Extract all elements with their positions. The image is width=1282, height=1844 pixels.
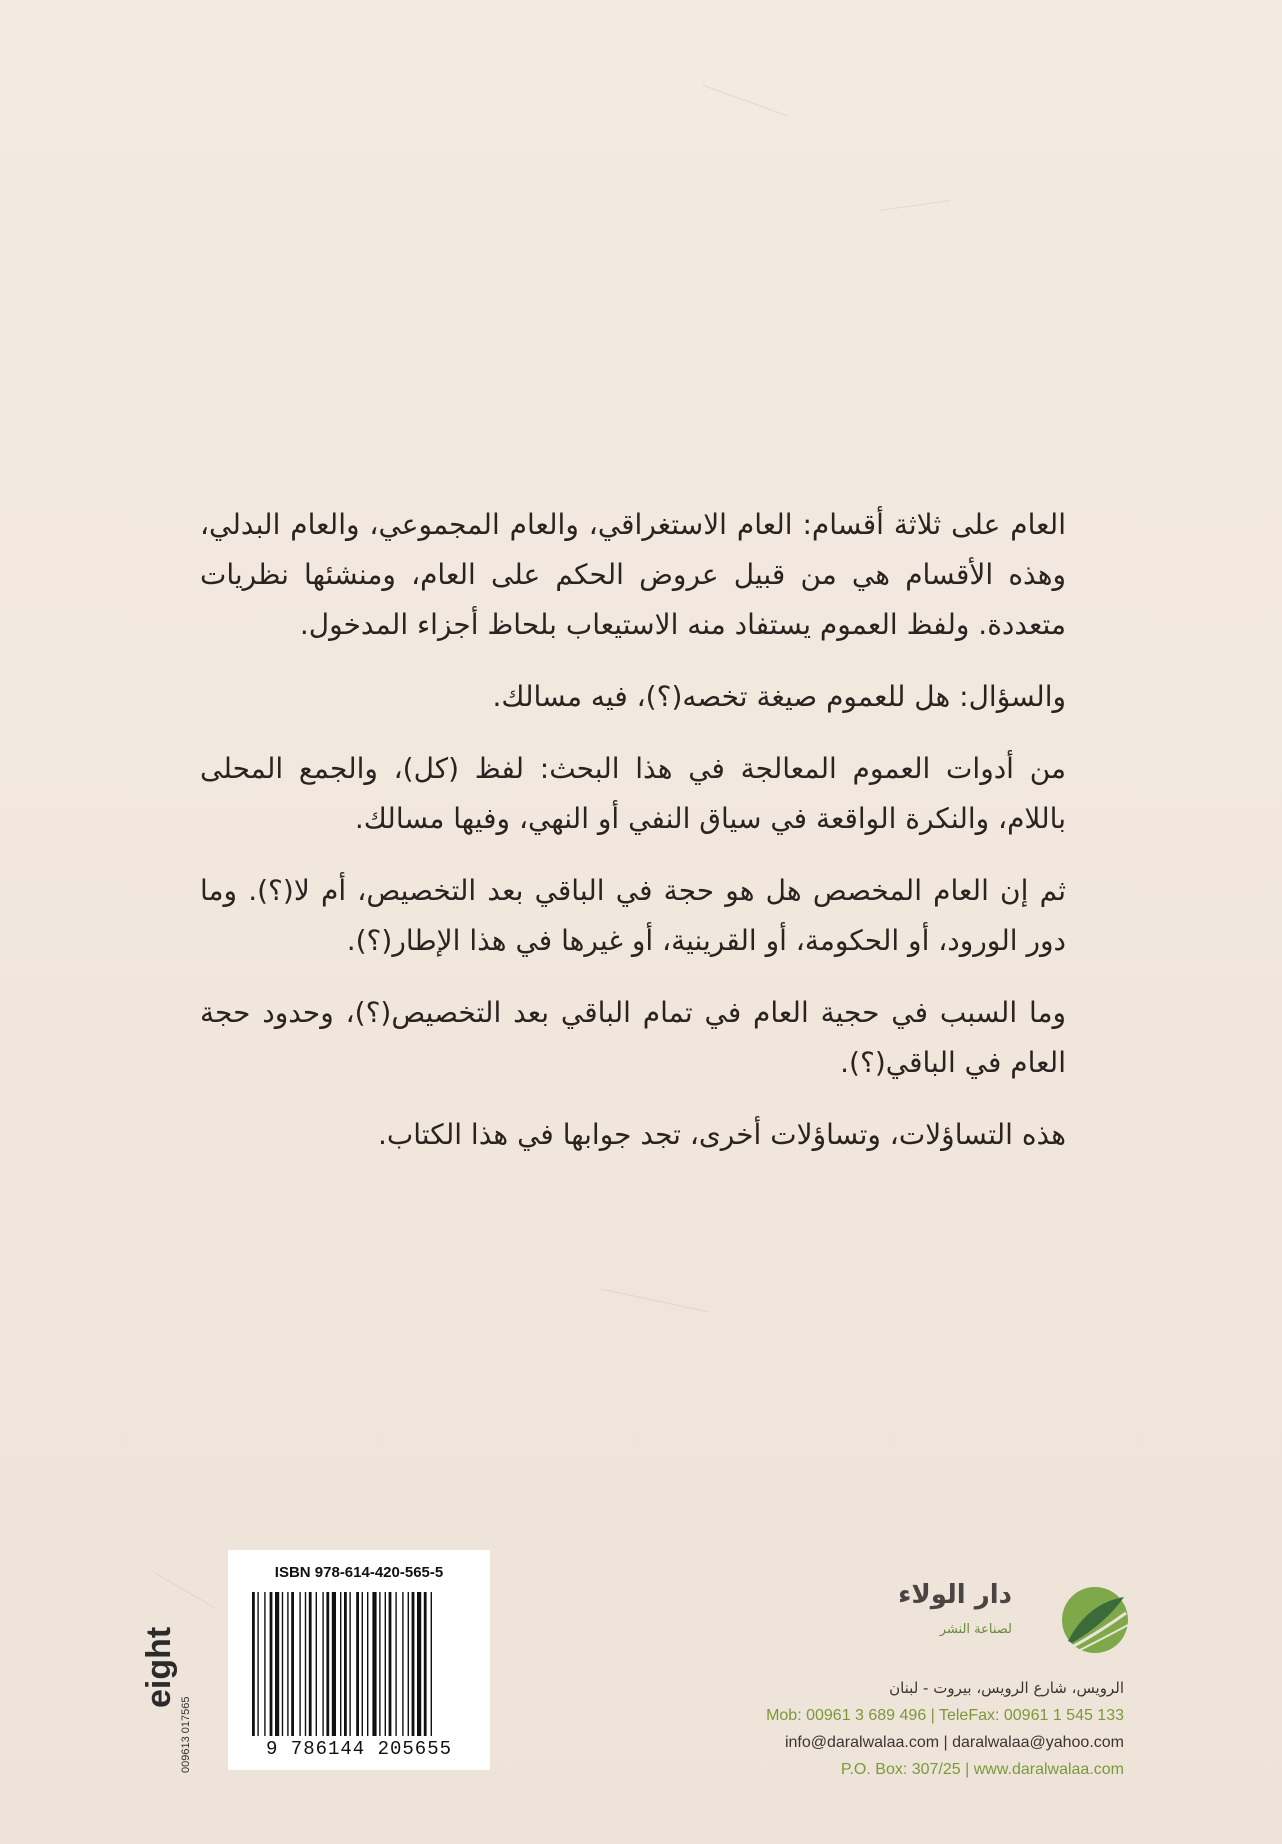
barcode-bar (362, 1592, 363, 1736)
paper-scratch (880, 200, 949, 211)
barcode-bar (305, 1592, 306, 1736)
barcode-bar (340, 1592, 341, 1736)
eight-code: 009613 017565 (180, 1696, 192, 1773)
barcode-bar (299, 1592, 300, 1736)
emails: info@daralwalaa.com | daralwalaa@yahoo.com (784, 1734, 1124, 1751)
paper-scratch (703, 85, 788, 117)
paper-scratch (601, 1289, 709, 1313)
eight-logo: eight (140, 1626, 178, 1708)
barcode-digits: 9 786144 205655 (265, 1738, 453, 1760)
barcode-bar (402, 1592, 403, 1736)
eight-imprint (140, 1626, 200, 1778)
barcode-bar (417, 1592, 421, 1736)
barcode-bar (412, 1592, 415, 1736)
address: الرويس، شارع الرويس، بيروت - لبنان (889, 1679, 1124, 1697)
barcode-bar (349, 1592, 350, 1736)
web-address: P.O. Box: 307/25 | www.daralwalaa.com (840, 1761, 1124, 1778)
publisher-name: دار الولاء (898, 1580, 1012, 1610)
barcode-bar (389, 1592, 392, 1736)
barcode-bar (379, 1592, 380, 1736)
barcode-bar (264, 1592, 265, 1736)
barcode-bar (316, 1592, 317, 1736)
phones: Mob: 00961 3 689 496 | TeleFax: 00961 1 545 133 (766, 1707, 1124, 1724)
barcode-bar (408, 1592, 409, 1736)
publisher-tagline: لصناعة النشر (939, 1622, 1012, 1637)
barcode-bar (367, 1592, 368, 1736)
paragraph: هذه التساؤلات، وتساؤلات أخرى، تجد جوابها في هذا الكتاب. (378, 1118, 1066, 1151)
barcode-bar (332, 1592, 336, 1736)
isbn-label: ISBN 978-614-420-565-5 (274, 1564, 444, 1581)
paragraph: وما السبب في حجية العام في تمام الباقي بعد التخصيص(؟)، وحدود حجة العام في الباقي(؟). (200, 996, 1066, 1079)
paragraph: العام على ثلاثة أقسام: العام الاستغراقي، والعام المجموعي، والعام البدلي، وهذه الأقسام هي من قبيل عروض الحكم على العام، ومنشئها نظريات متعددة. ولفظ العموم يستفاد منه الاستيعاب بلحاظ أجزاء المدخول. (200, 508, 1066, 641)
paragraph: والسؤال: هل للعموم صيغة تخصه(؟)، فيه مسالك. (492, 680, 1066, 713)
barcode-bar (257, 1592, 258, 1736)
barcode-bar (252, 1592, 255, 1736)
barcode-bar (424, 1592, 427, 1736)
barcode-bar (431, 1592, 432, 1736)
barcode-bar (275, 1592, 279, 1736)
barcode-bar (270, 1592, 273, 1736)
barcode-bar (309, 1592, 312, 1736)
barcode-bar (395, 1592, 396, 1736)
barcode-bar (356, 1592, 359, 1736)
barcode-bar (291, 1592, 294, 1736)
barcode-bars (252, 1592, 474, 1736)
barcode-bar (287, 1592, 288, 1736)
paragraph: ثم إن العام المخصص هل هو حجة في الباقي بعد التخصيص، أم لا(؟). وما دور الورود، أو الحكومة، أو القرينية، أو غيرها في هذا الإطار(؟). (200, 874, 1066, 957)
blurb-text (200, 500, 1066, 1182)
paper-scratch (154, 1573, 215, 1609)
barcode-bar (282, 1592, 283, 1736)
barcode (228, 1550, 490, 1770)
barcode-bar (326, 1592, 329, 1736)
barcode-bar (372, 1592, 376, 1736)
paragraph: من أدوات العموم المعالجة في هذا البحث: لفظ (كل)، والجمع المحلى باللام، والنكرة الواقعة في سياق النفي أو النهي، وفيها مسالك. (200, 752, 1066, 835)
barcode-bar (385, 1592, 386, 1736)
publisher-contact (604, 1675, 1124, 1783)
barcode-bar (322, 1592, 323, 1736)
barcode-bar (344, 1592, 347, 1736)
publisher-leaf-icon (1058, 1583, 1132, 1657)
